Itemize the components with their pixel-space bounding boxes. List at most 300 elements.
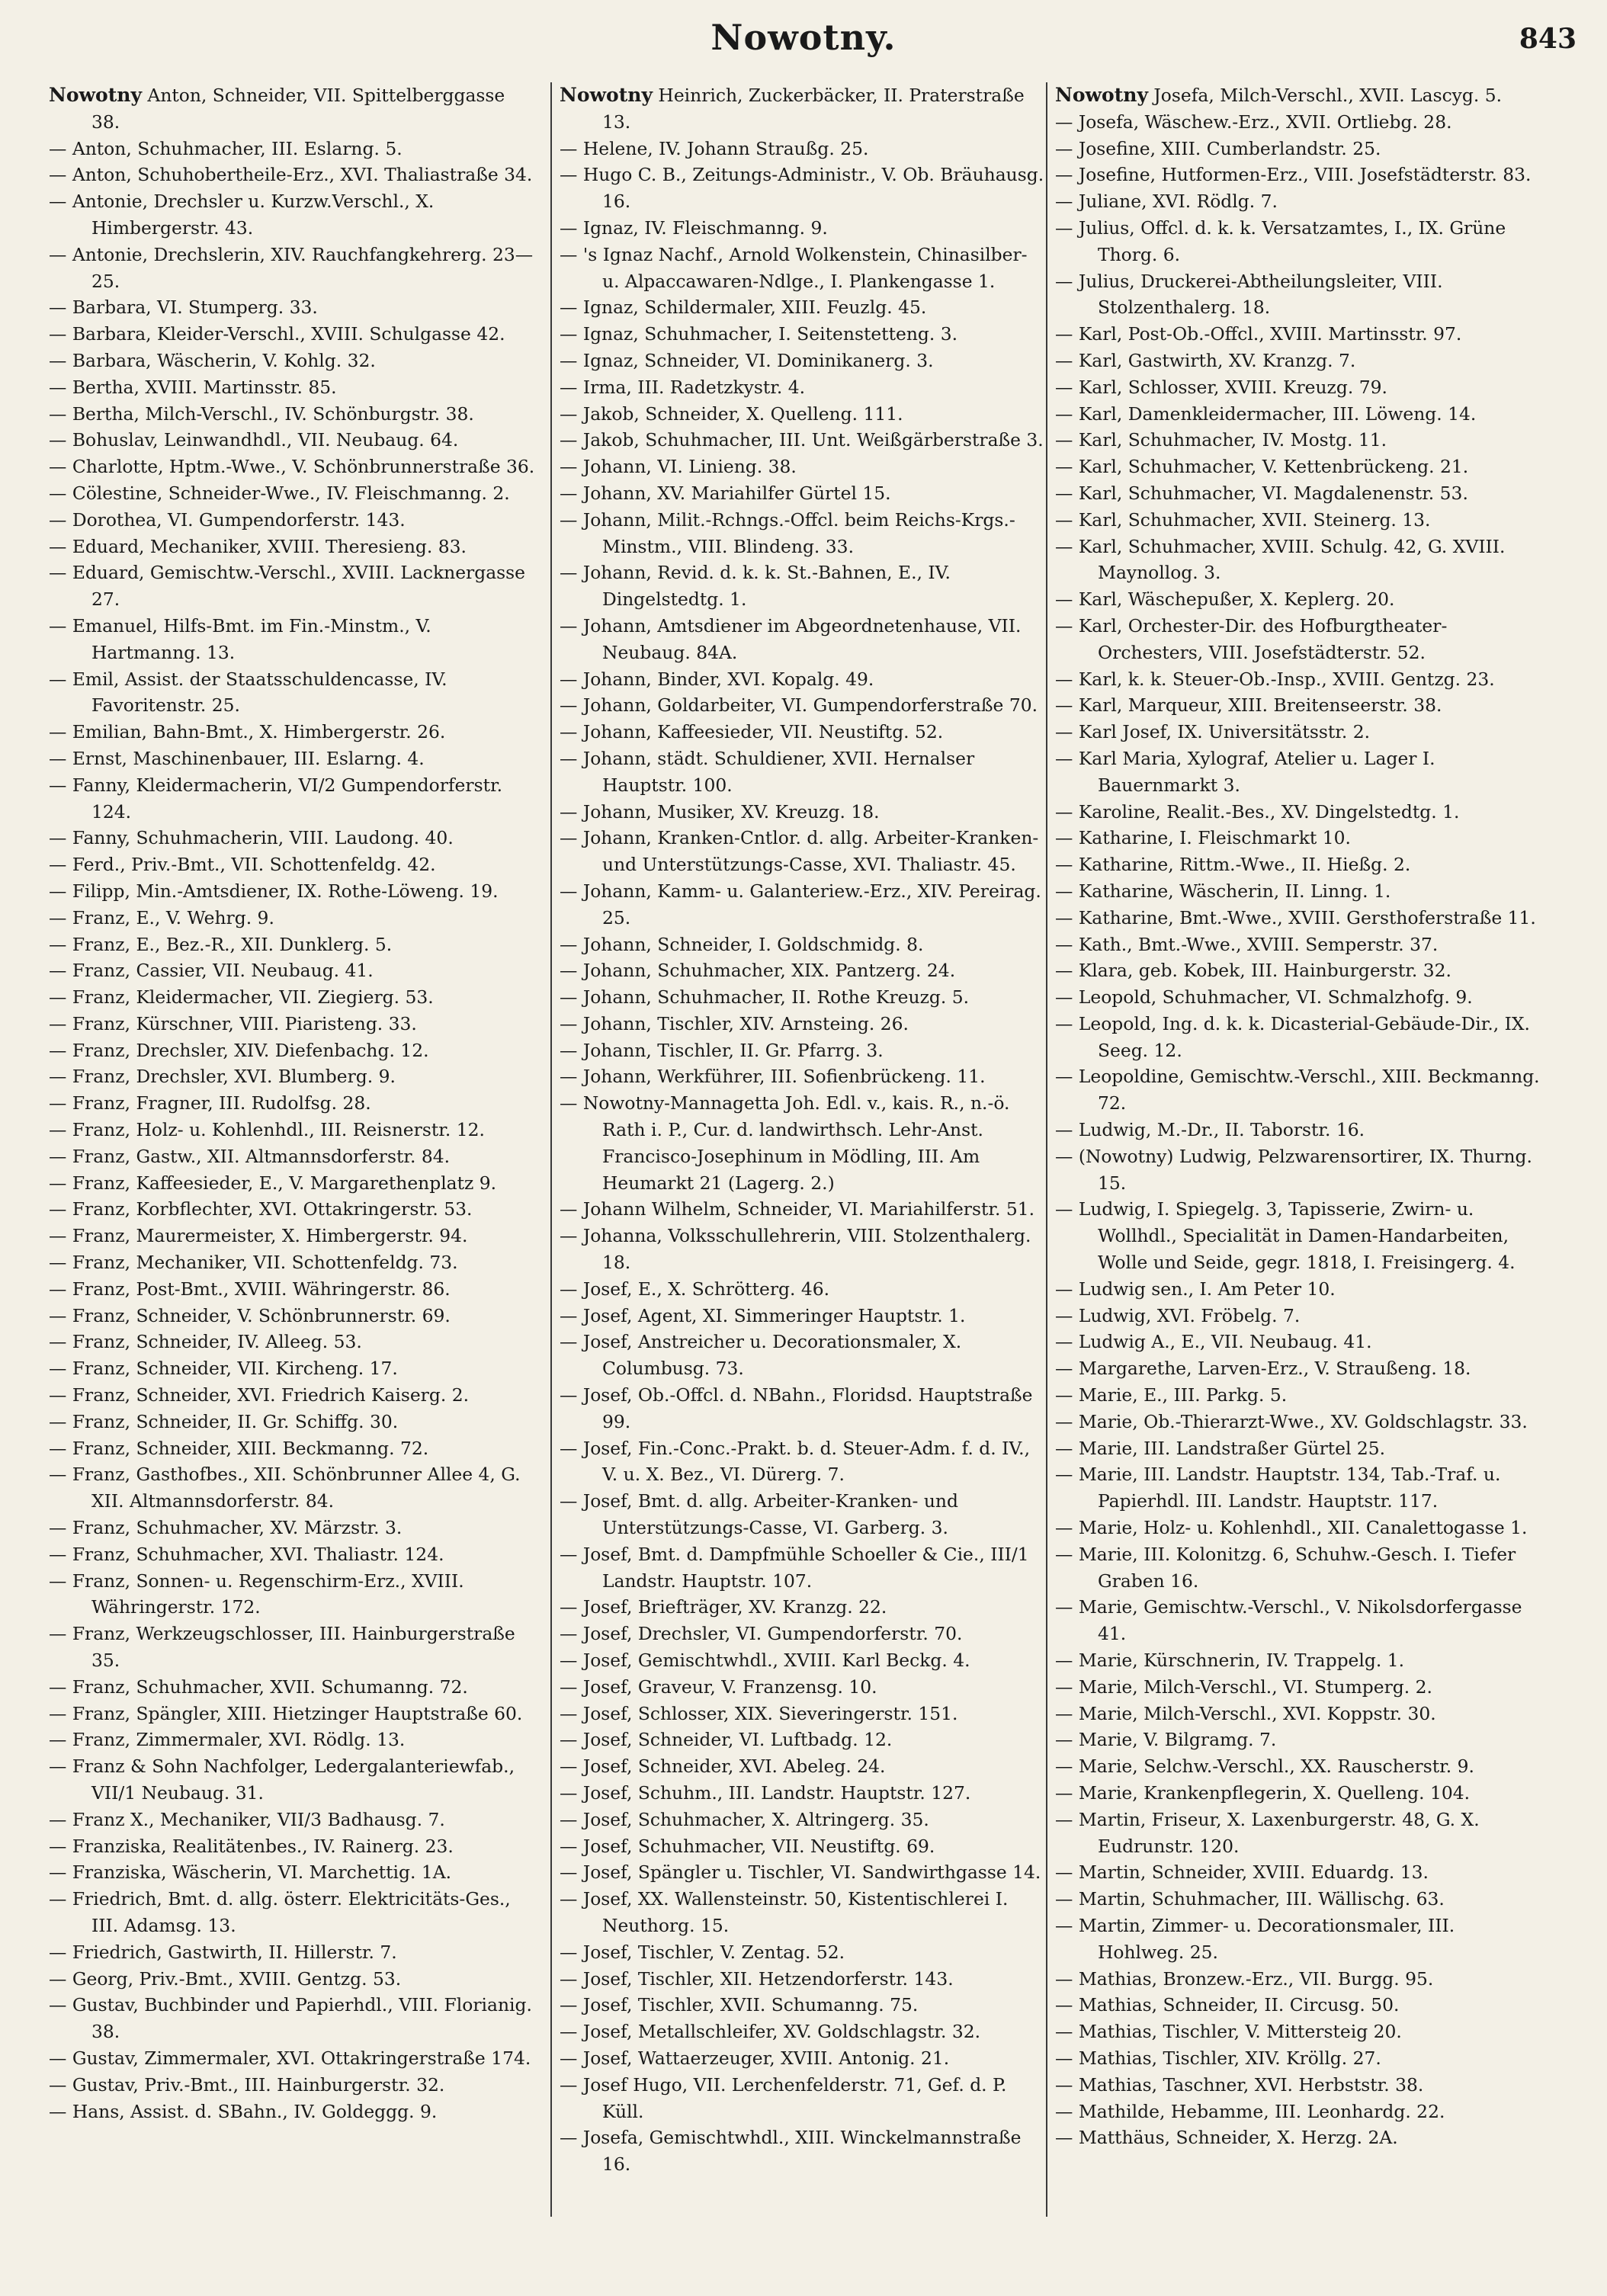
entry-text: — Bertha, Milch-Verschl., IV. Schönburgstr. 38. [49,402,474,425]
directory-entry [560,1647,1047,1674]
directory-entry [49,2072,537,2099]
directory-entry [560,666,1047,693]
directory-entry [1055,215,1543,268]
entry-text: — Friedrich, Bmt. d. allg. österr. Elektricitäts-Ges., III. Adamsg. 13. [49,1888,511,1936]
entry-text: — Marie, E., III. Parkg. 5. [1055,1384,1288,1406]
directory-entry [49,772,537,826]
entry-text: — Josef, Schlosser, XIX. Sieveringerstr. 151. [560,1702,958,1724]
entry-text: — Karl, Schuhmacher, XVII. Steinerg. 13. [1055,508,1431,531]
directory-entry [1055,1382,1543,1409]
directory-entry [560,1037,1047,1064]
entry-text: — Karl, Damenkleidermacher, III. Löweng. 14. [1055,402,1477,425]
entry-text: — Johann, XV. Mariahilfer Gürtel 15. [560,482,891,504]
directory-entry [1055,1753,1543,1780]
directory-entry [1055,2019,1543,2045]
directory-entry [49,1143,537,1170]
entry-text: — Cölestine, Schneider-Wwe., IV. Fleischmanng. 2. [49,482,510,504]
directory-entry [1055,507,1543,534]
entry-text: — Mathias, Taschner, XVI. Herbststr. 38. [1055,2073,1424,2096]
entry-text: — Mathias, Tischler, XIV. Kröllg. 27. [1055,2047,1381,2069]
entry-text: — (Nowotny) Ludwig, Pelzwarensortirer, IX. Thurng. 15. [1055,1145,1532,1194]
directory-entry [49,1541,537,1568]
entry-text: — Karl Maria, Xylograf, Atelier u. Lager I. Bauernmarkt 3. [1055,747,1435,796]
directory-entry [1055,692,1543,719]
entry-text: — Gustav, Priv.-Bmt., III. Hainburgerstr. 32. [49,2073,445,2096]
directory-entry [1055,984,1543,1011]
page-title: Nowotny. [710,17,897,58]
entry-text: — Franz, Schneider, II. Gr. Schiffg. 30. [49,1410,399,1432]
entry-text: — Mathias, Bronzew.-Erz., VII. Burgg. 95. [1055,1967,1434,1990]
directory-entry [1055,1992,1543,2019]
directory-entry [1055,799,1543,826]
directory-entry [1055,1196,1543,1275]
entry-text: — Karl, Orchester-Dir. des Hofburgtheater-Orchesters, VIII. Josefstädterstr. 52. [1055,614,1448,663]
directory-entry [49,1249,537,1276]
entry-text: — Franz, Spängler, XIII. Hietzinger Hauptstraße 60. [49,1702,523,1724]
directory-entry [49,1727,537,1753]
entry-text: — Josef, Gemischtwhdl., XVIII. Karl Beckg. 4. [560,1650,970,1672]
directory-entry [560,1090,1047,1196]
entry-text: — Franz, Fragner, III. Rudolfsg. 28. [49,1092,371,1114]
directory-entry [1055,878,1543,905]
directory-entry [560,1807,1047,1833]
directory-entry [560,2019,1047,2045]
directory-entry [1055,480,1543,507]
directory-column-2 [560,82,1047,2178]
entry-text: — Josef, Graveur, V. Franzensg. 10. [560,1676,877,1698]
entry-text: — Johann, Milit.-Rchngs.-Offcl. beim Reichs-Krgs.-Minstm., VIII. Blindeng. 33. [560,508,1015,557]
entry-text: — Franz, Schneider, IV. Alleeg. 53. [49,1331,362,1353]
entry-text: — Helene, IV. Johann Straußg. 25. [560,137,869,159]
entry-text: — Josef, Tischler, V. Zentag. 52. [560,1941,845,1963]
entry-text: — Franz, Drechsler, XIV. Diefenbachg. 12. [49,1039,429,1061]
entry-text: — Anton, Schuhobertheile-Erz., XVI. Thaliastraße 34. [49,164,533,186]
directory-entry [1055,613,1543,666]
directory-entry [1055,268,1543,322]
directory-entry [1055,1276,1543,1303]
directory-entry [1055,719,1543,746]
directory-entry [1055,586,1543,613]
entry-text: — Franz X., Mechaniker, VII/3 Badhausg. 7. [49,1808,445,1830]
directory-entry [560,1859,1047,1886]
entry-text: — Johann, städt. Schuldiener, XVII. Hernalser Hauptstr. 100. [560,747,975,796]
entry-text: — Josefine, Hutformen-Erz., VIII. Josefstädterstr. 83. [1055,164,1532,186]
entry-text: — Josef, Schneider, XVI. Abeleg. 24. [560,1756,886,1778]
entry-text: — Ludwig, M.-Dr., II. Taborstr. 16. [1055,1119,1365,1141]
directory-entry [1055,1515,1543,1541]
directory-entry [560,215,1047,242]
entry-text: — Franz, Zimmermaler, XVI. Rödlg. 13. [49,1729,406,1751]
directory-entry [49,1409,537,1435]
entry-text: — Nowotny-Mannagetta Joh. Edl. v., kais. R., n.-ö. Rath i. P., Cur. d. landwirthsch. Lehr-Anst. Francisco-Josephinum in Mödling, III. Am Heumarkt 21 (Lagerg. 2.) [560,1092,1010,1194]
entry-text: — Ernst, Maschinenbauer, III. Eslarng. 4. [49,747,425,769]
directory-entry [560,454,1047,480]
entry-text: — Karl, Gastwirth, XV. Kranzg. 7. [1055,349,1356,371]
entry-text: — Irma, III. Radetzkystr. 4. [560,376,806,398]
directory-entry [560,799,1047,826]
directory-entry [49,1276,537,1303]
entry-text: — Marie, Krankenpflegerin, X. Quelleng. 104. [1055,1782,1471,1804]
entry-text: — Karl, Schuhmacher, XVIII. Schulg. 42, G. XVIII. Maynollog. 3. [1055,535,1506,584]
entry-text: — Katharine, Bmt.-Wwe., XVIII. Gersthoferstraße 11. [1055,906,1536,928]
entry-text: — Marie, Ob.-Thierarzt-Wwe., XV. Goldschlagstr. 33. [1055,1410,1528,1432]
directory-entry [1055,1727,1543,1753]
directory-entry [49,1090,537,1117]
directory-entry [1055,1674,1543,1701]
directory-entry [1055,1461,1543,1515]
entry-text: — Franz, Korbflechter, XVI. Ottakringerstr. 53. [49,1198,473,1220]
entry-text: — Franz, Schneider, V. Schönbrunnerstr. 69. [49,1304,451,1326]
entry-text: — Johann, Schneider, I. Goldschmidg. 8. [560,933,924,955]
directory-entry [560,1488,1047,1541]
entry-text: — Leopold, Schuhmacher, VI. Schmalzhofg. 9. [1055,986,1473,1009]
entry-text: — Emil, Assist. der Staatsschuldencasse, IV. Favoritenstr. 25. [49,668,447,717]
directory-entry [560,957,1047,984]
directory-entry [1055,905,1543,932]
directory-entry [49,746,537,772]
directory-entry [560,1303,1047,1329]
entry-text: — Johann, Tischler, II. Gr. Pfarrg. 3. [560,1039,884,1061]
entry-text: — Franz, Schuhmacher, XVI. Thaliastr. 124. [49,1543,444,1565]
directory-entry [49,480,537,507]
directory-entry [1055,825,1543,851]
entry-text: — Katharine, I. Fleischmarkt 10. [1055,827,1351,849]
directory-entry [49,1886,537,1939]
entry-text: — Ludwig A., E., VII. Neubaug. 41. [1055,1331,1372,1353]
entry-text: — Karl Josef, IX. Universitätsstr. 2. [1055,721,1371,743]
entry-text: — Juliane, XVI. Rödlg. 7. [1055,191,1278,213]
entry-text: — Franz, Schuhmacher, XV. Märzstr. 3. [49,1517,403,1539]
directory-entry [560,242,1047,295]
entry-text: — Franz, Schuhmacher, XVII. Schumanng. 72. [49,1676,468,1698]
directory-entry [49,1621,537,1674]
directory-entry [49,905,537,932]
entry-text: — Josefine, XIII. Cumberlandstr. 25. [1055,137,1381,159]
directory-entry [49,427,537,454]
directory-entry [49,1329,537,1355]
entry-text: — Franziska, Wäscherin, VI. Marchettig. 1A. [49,1861,452,1884]
entry-text: — Dorothea, VI. Gumpendorferstr. 143. [49,508,406,531]
directory-entry [49,321,537,348]
entry-text: — Marie, III. Kolonitzg. 6, Schuhw.-Gesch. I. Tiefer Graben 16. [1055,1543,1516,1592]
entry-text: — Ignaz, Schuhmacher, I. Seitenstetteng. 3. [560,323,958,345]
directory-entry [1055,1303,1543,1329]
directory-entry [49,534,537,560]
directory-entry [560,348,1047,374]
directory-entry [1055,162,1543,188]
entry-text: — Johann, Schuhmacher, II. Rothe Kreuzg. 5. [560,986,970,1009]
entry-text: — Josef, Drechsler, VI. Gumpendorferstr. 70. [560,1623,963,1645]
directory-entry [49,1966,537,1993]
entry-text: — Ignaz, Schneider, VI. Dominikanerg. 3. [560,349,934,371]
entry-text: — Bertha, XVIII. Martinsstr. 85. [49,376,337,398]
directory-entry [560,294,1047,321]
entry-text: — Filipp, Min.-Amtsdiener, IX. Rothe-Löweng. 19. [49,880,499,902]
directory-entry [1055,82,1543,109]
entry-text: — 's Ignaz Nachf., Arnold Wolkenstein, Chinasilber- u. Alpaccawaren-Ndlge., I. Plankengasse 1. [560,243,1028,292]
directory-entry [1055,321,1543,348]
directory-entry [49,1807,537,1833]
directory-entry [560,374,1047,401]
entry-text: — Martin, Zimmer- u. Decorationsmaler, III. Hohlweg. 25. [1055,1914,1455,1963]
directory-entry [49,1674,537,1701]
directory-entry [1055,1063,1543,1117]
entry-text: — Emilian, Bahn-Bmt., X. Himbergerstr. 26. [49,721,446,743]
entry-text: — Ludwig, I. Spiegelg. 3, Tapisserie, Zwirn- u. Wollhdl., Specialität in Damen-Handarbeiten, Wolle und Seide, gegr. 1818, I. Freisingerg. 4. [1055,1198,1516,1274]
directory-entry [49,560,537,613]
entry-text: — Franz, Kaffeesieder, E., V. Margarethenplatz 9. [49,1172,497,1194]
entry-text: — Leopold, Ing. d. k. k. Dicasterial-Gebäude-Dir., IX. Seeg. 12. [1055,1012,1530,1061]
directory-entry [49,1753,537,1807]
entry-text: — Katharine, Wäscherin, II. Linng. 1. [1055,880,1391,902]
directory-entry [560,321,1047,348]
entry-text: — Anton, Schuhmacher, III. Eslarng. 5. [49,137,403,159]
entry-text: — Kath., Bmt.-Wwe., XVIII. Semperstr. 37. [1055,933,1439,955]
entry-text: — Karl, Schuhmacher, V. Kettenbrückeng. 21. [1055,456,1469,478]
directory-entry [49,162,537,188]
entry-text: — Johann, VI. Linieng. 38. [560,456,797,478]
directory-entry [560,1196,1047,1223]
entry-text: — Franz, Kürschner, VIII. Piaristeng. 33. [49,1012,417,1034]
directory-entry [1055,746,1543,799]
entry-text: — Josef, Tischler, XII. Hetzendorferstr. 143. [560,1967,954,1990]
directory-entry [560,507,1047,560]
entry-text: — Johann, Schuhmacher, XIX. Pantzerg. 24. [560,960,956,982]
directory-entry [49,1992,537,2045]
entry-text: — Johanna, Volksschullehrerin, VIII. Stolzenthalerg. 18. [560,1225,1031,1274]
entry-text: — Barbara, Kleider-Verschl., XVIII. Schulgasse 42. [49,323,505,345]
directory-entry [49,1461,537,1515]
directory-entry [1055,1594,1543,1647]
entry-text: — Josef, Wattaerzeuger, XVIII. Antonig. 21. [560,2047,950,2069]
directory-entry [49,1011,537,1037]
entry-text: — Hans, Assist. d. SBahn., IV. Goldeggg. 9. [49,2100,438,2122]
entry-text: — Johann, Binder, XVI. Kopalg. 49. [560,668,874,690]
directory-entry [49,1170,537,1197]
entry-text: — Gustav, Zimmermaler, XVI. Ottakringerstraße 174. [49,2047,531,2069]
directory-entry [49,719,537,746]
entry-text: — Ludwig, XVI. Fröbelg. 7. [1055,1304,1301,1326]
entry-text: — Mathias, Schneider, II. Circusg. 50. [1055,1994,1400,2016]
entry-text: — Antonie, Drechslerin, XIV. Rauchfangkehrerg. 23—25. [49,243,534,292]
directory-entry [560,480,1047,507]
directory-entry [560,932,1047,958]
entry-text: — Margarethe, Larven-Erz., V. Straußeng. 18. [1055,1358,1471,1380]
directory-entry [49,666,537,720]
entry-text: — Franziska, Realitätenbes., IV. Rainerg. 23. [49,1835,454,1857]
entry-text: — Josef, Fin.-Conc.-Prakt. b. d. Steuer-Adm. f. d. IV., V. u. X. Bez., VI. Dürerg. 7. [560,1437,1031,1486]
entry-text: — Mathilde, Hebamme, III. Leonhardg. 22. [1055,2100,1445,2122]
surname-heading: Nowotny [1055,84,1148,106]
entry-text: — Franz, Schneider, VII. Kircheng. 17. [49,1358,398,1380]
entry-text: — Antonie, Drechsler u. Kurzw.Verschl., X. Himbergerstr. 43. [49,191,435,239]
directory-entry [560,1329,1047,1382]
entry-text: — Karl, Schuhmacher, VI. Magdalenenstr. 53. [1055,482,1468,504]
entry-text: — Johann, Goldarbeiter, VI. Gumpendorferstraße 70. [560,694,1038,717]
entry-text: Anton, Schneider, VII. Spittelberggasse 38. [91,85,505,133]
directory-entry [1055,1329,1543,1355]
entry-text: — Martin, Schneider, XVIII. Eduardg. 13. [1055,1861,1429,1884]
directory-entry [560,1780,1047,1807]
entry-text: Heinrich, Zuckerbäcker, II. Praterstraße 13. [602,85,1025,133]
directory-entry [49,1063,537,1090]
entry-text: — Josef, XX. Wallensteinstr. 50, Kistentischlerei I. Neuthorg. 15. [560,1888,1009,1936]
entry-text: — Johann, Kaffeesieder, VII. Neustiftg. 52. [560,721,944,743]
entry-text: — Franz, Schneider, XVI. Friedrich Kaiserg. 2. [49,1384,470,1406]
directory-entry [1055,1435,1543,1462]
entry-text: — Jakob, Schneider, X. Quelleng. 111. [560,402,903,425]
directory-column-3 [1055,82,1543,2151]
entry-text: — Johann, Tischler, XIV. Arnsteing. 26. [560,1012,909,1034]
entry-text: — Josef, Bmt. d. Dampfmühle Schoeller & Cie., III/1 Landstr. Hauptstr. 107. [560,1543,1029,1592]
directory-entry [560,1939,1047,1966]
entry-text: — Martin, Schuhmacher, III. Wällischg. 63. [1055,1888,1445,1910]
directory-entry [560,427,1047,454]
entry-text: — Karl, Schlosser, XVIII. Kreuzg. 79. [1055,376,1387,398]
directory-entry [560,1674,1047,1701]
directory-entry [560,613,1047,666]
directory-entry [560,1833,1047,1860]
directory-entry [560,1621,1047,1647]
directory-entry [49,1859,537,1886]
entry-text: — Karl, Post-Ob.-Offcl., XVIII. Martinsstr. 97. [1055,323,1462,345]
entry-text: — Matthäus, Schneider, X. Herzg. 2A. [1055,2127,1398,2149]
entry-text: — Franz, E., Bez.-R., XII. Dunklerg. 5. [49,933,393,955]
entry-text: — Marie, Milch-Verschl., XVI. Koppstr. 30. [1055,1702,1436,1724]
entry-text: — Franz, Cassier, VII. Neubaug. 41. [49,960,374,982]
entry-text: — Franz, E., V. Wehrg. 9. [49,906,274,928]
page-header [0,0,1607,69]
entry-text: — Ferd., Priv.-Bmt., VII. Schottenfeldg. 42. [49,854,436,876]
directory-entry [1055,932,1543,958]
entry-text: — Karoline, Realit.-Bes., XV. Dingelstedtg. 1. [1055,800,1460,823]
directory-entry [1055,1780,1543,1807]
directory-entry [560,719,1047,746]
directory-entry [49,1037,537,1064]
entry-text: — Marie, Milch-Verschl., VI. Stumperg. 2. [1055,1676,1432,1698]
entry-text: — Julius, Offcl. d. k. k. Versatzamtes, I., IX. Grüne Thorg. 6. [1055,216,1506,265]
entry-text: — Josef, Schuhm., III. Landstr. Hauptstr. 127. [560,1782,971,1804]
directory-entry [1055,1409,1543,1435]
directory-entry [1055,136,1543,162]
entry-text: — Emanuel, Hilfs-Bmt. im Fin.-Minstm., V. Hartmanng. 13. [49,614,431,663]
entry-text: — Ignaz, Schildermaler, XIII. Feuzlg. 45. [560,297,927,319]
entry-text: — Gustav, Buchbinder und Papierhdl., VIII. Florianig. 38. [49,1994,532,2043]
directory-entry [49,401,537,428]
directory-entry [1055,427,1543,454]
entry-text: — Johann Wilhelm, Schneider, VI. Mariahilferstr. 51. [560,1198,1035,1220]
directory-column-1 [49,82,537,2124]
directory-entry [560,1966,1047,1993]
entry-text: — Josef, Tischler, XVII. Schumanng. 75. [560,1994,919,2016]
entry-text: — Mathias, Tischler, V. Mittersteig 20. [1055,2021,1402,2043]
directory-entry [1055,1541,1543,1595]
entry-text: — Franz, Holz- u. Kohlenhdl., III. Reisnerstr. 12. [49,1119,485,1141]
directory-entry [1055,109,1543,136]
directory-entry [1055,1966,1543,1993]
directory-entry [560,162,1047,215]
directory-entry [49,1196,537,1223]
directory-entry [49,1382,537,1409]
entry-text: — Ignaz, IV. Fleischmanng. 9. [560,216,828,239]
entry-text: — Barbara, VI. Stumperg. 33. [49,297,318,319]
directory-entry [1055,1117,1543,1143]
directory-entry [560,1992,1047,2019]
entry-text: — Karl, Marqueur, XIII. Breitenseerstr. 38. [1055,694,1442,717]
directory-entry [560,2045,1047,2072]
directory-entry [49,1117,537,1143]
directory-entry [49,932,537,958]
directory-entry [49,851,537,878]
directory-entry [560,746,1047,799]
entry-text: — Franz, Sonnen- u. Regenschirm-Erz., XVIII. Währingerstr. 172. [49,1570,464,1618]
directory-entry [560,878,1047,932]
directory-entry [1055,666,1543,693]
entry-text: — Bohuslav, Leinwandhdl., VII. Neubaug. 64. [49,429,459,451]
directory-entry [560,2124,1047,2178]
directory-entry [560,1223,1047,1276]
directory-entry [1055,1143,1543,1197]
entry-text: — Josef, Anstreicher u. Decorationsmaler, X. Columbusg. 73. [560,1331,962,1380]
entry-text: — Franz, Schneider, XIII. Beckmanng. 72. [49,1437,429,1459]
directory-entry [1055,1913,1543,1966]
directory-entry [49,984,537,1011]
directory-entry [1055,374,1543,401]
directory-entry [49,136,537,162]
directory-entry [560,1382,1047,1435]
entry-text: — Marie, Selchw.-Verschl., XX. Rauscherstr. 9. [1055,1756,1474,1778]
directory-entry [1055,2099,1543,2125]
entry-text: — Josef, Ob.-Offcl. d. NBahn., Floridsd. Hauptstraße 99. [560,1384,1033,1432]
directory-entry [1055,957,1543,984]
directory-entry [560,136,1047,162]
entry-text: — Johann, Musiker, XV. Kreuzg. 18. [560,800,880,823]
directory-entry [1055,1355,1543,1382]
entry-text: — Johann, Werkführer, III. Sofienbrückeng. 11. [560,1066,986,1088]
directory-entry [49,242,537,295]
entry-text: — Johann, Kranken-Cntlor. d. allg. Arbeiter-Kranken- und Unterstützungs-Casse, XVI. Thaliastr. 45. [560,827,1039,876]
entry-text: — Barbara, Wäscherin, V. Kohlg. 32. [49,349,376,371]
entry-text: — Franz, Mechaniker, VII. Schottenfeldg. 73. [49,1252,458,1274]
directory-entry [560,1541,1047,1595]
entry-text: — Hugo C. B., Zeitungs-Administr., V. Ob. Bräuhausg. 16. [560,164,1044,213]
directory-entry [560,1435,1047,1489]
entry-text: — Friedrich, Gastwirth, II. Hillerstr. 7. [49,1941,397,1963]
directory-entry [49,294,537,321]
entry-text: — Leopoldine, Gemischtw.-Verschl., XIII. Beckmanng. 72. [1055,1066,1540,1114]
directory-entry [49,613,537,666]
directory-entry [49,82,537,136]
entry-text: — Josef, Bmt. d. allg. Arbeiter-Kranken- und Unterstützungs-Casse, VI. Garberg. 3. [560,1490,958,1539]
directory-entry [1055,1647,1543,1674]
entry-text: — Jakob, Schuhmacher, III. Unt. Weißgärberstraße 3. [560,429,1044,451]
directory-entry [1055,534,1543,587]
entry-text: — Eduard, Gemischtw.-Verschl., XVIII. Lacknergasse 27. [49,562,526,611]
directory-entry [1055,454,1543,480]
entry-text: — Josef, Spängler u. Tischler, VI. Sandwirthgasse 14. [560,1861,1041,1884]
entry-text: — Josef Hugo, VII. Lerchenfelderstr. 71, Gef. d. P. Küll. [560,2073,1007,2122]
entry-text: — Fanny, Schuhmacherin, VIII. Laudong. 40. [49,827,454,849]
directory-entry [49,1701,537,1727]
entry-text: — Josef, E., X. Schrötterg. 46. [560,1278,830,1300]
directory-entry [560,1753,1047,1780]
entry-text: — Franz, Maurermeister, X. Himbergerstr. 94. [49,1225,468,1247]
entry-text: — Eduard, Mechaniker, XVIII. Theresieng. 83. [49,535,467,557]
entry-text: — Charlotte, Hptm.-Wwe., V. Schönbrunnerstraße 36. [49,456,535,478]
directory-entry [1055,851,1543,878]
entry-text: — Johann, Revid. d. k. k. St.-Bahnen, E., IV. Dingelstedtg. 1. [560,562,951,611]
directory-entry [560,1594,1047,1621]
